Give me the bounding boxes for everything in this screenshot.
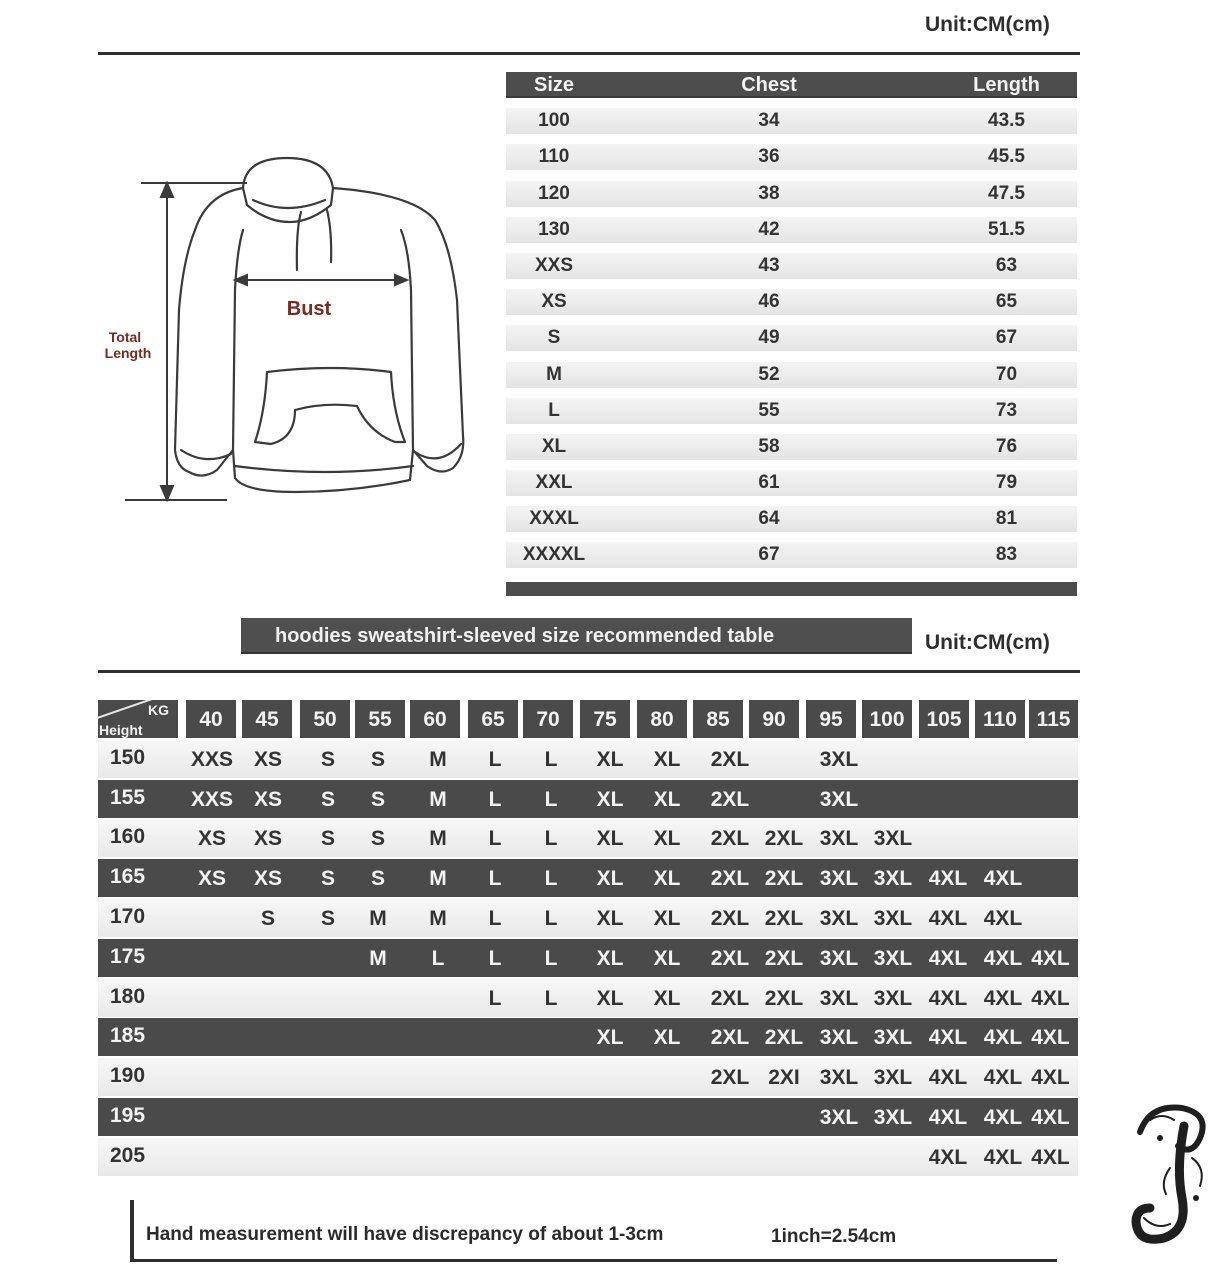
recommended-size-cell: XXS: [190, 747, 234, 771]
length-cell: 70: [995, 363, 1018, 385]
height-value: 190: [110, 1064, 146, 1088]
hoodie-outline-icon: [175, 158, 463, 492]
weight-header-cell: 105: [919, 700, 969, 738]
recommended-size-cell: 3XL: [819, 1066, 859, 1090]
size-chart-row: [506, 325, 1077, 351]
height-value: 165: [110, 865, 146, 889]
size-chart-row: [506, 289, 1077, 315]
length-cell: 76: [995, 435, 1018, 457]
size-chart-row: [506, 506, 1077, 532]
weight-header-cell: 115: [1029, 700, 1078, 738]
recommended-size-cell: 4XL: [983, 1105, 1023, 1129]
unit-label-top: Unit:CM(cm): [925, 13, 1050, 36]
recommended-size-cell: 4XL: [983, 986, 1023, 1010]
recommended-size-cell: 2XL: [764, 986, 804, 1010]
weight-header-cell: 100: [862, 700, 912, 738]
recommended-size-cell: XL: [653, 867, 681, 891]
size-recommend-grid: [98, 700, 1078, 1176]
recommended-size-cell: 4XL: [1031, 986, 1070, 1010]
recommended-size-cell: XL: [653, 1026, 681, 1050]
size-chart-row: [506, 362, 1077, 388]
recommended-size-cell: 4XL: [928, 986, 968, 1010]
weight-header-cell: 75: [580, 700, 630, 738]
recommended-size-cell: M: [429, 747, 447, 771]
chest-cell: 64: [758, 508, 780, 530]
length-cell: 65: [995, 291, 1018, 313]
size-chart-row: [506, 398, 1077, 424]
recommended-size-cell: XL: [596, 787, 624, 811]
recommended-size-cell: XS: [197, 867, 226, 891]
chest-cell: 55: [758, 399, 780, 421]
recommended-size-cell: XL: [653, 906, 681, 930]
kg-height-corner: [98, 700, 178, 738]
height-value: 155: [110, 785, 146, 809]
size-cell: XL: [541, 435, 567, 457]
size-chart-row: [506, 542, 1077, 568]
recommended-size-cell: 4XL: [928, 946, 968, 970]
weight-header-cell: 55: [355, 700, 405, 738]
weight-header-row: [98, 700, 1078, 738]
recommended-size-cell: L: [488, 827, 502, 851]
recommend-table-banner: hoodies sweatshirt-sleeved size recommended table: [241, 618, 912, 654]
recommended-size-cell: 3XL: [819, 1105, 859, 1129]
size-chart-header: [506, 72, 1077, 98]
size-cell: 130: [538, 218, 570, 240]
recommended-size-cell: 4XL: [983, 906, 1023, 930]
recommended-size-cell: XL: [596, 946, 624, 970]
height-label: Height: [99, 722, 143, 738]
recommended-size-cell: 3XL: [873, 946, 913, 970]
recommended-size-cell: XL: [596, 867, 624, 891]
recommended-size-cell: 4XL: [928, 906, 968, 930]
recommended-size-cell: L: [544, 747, 558, 771]
recommended-size-cell: 3XL: [873, 827, 913, 851]
recommended-size-cell: 3XL: [819, 867, 859, 891]
size-chart-row: [506, 434, 1077, 460]
recommended-size-cell: S: [260, 906, 275, 930]
height-value: 205: [110, 1143, 146, 1167]
recommended-size-cell: S: [320, 747, 335, 771]
weight-header-cell: 40: [186, 700, 236, 738]
recommended-size-cell: 2XL: [710, 747, 750, 771]
header-size: Size: [533, 73, 575, 96]
recommended-size-cell: 3XL: [819, 946, 859, 970]
recommended-size-cell: 3XL: [819, 827, 859, 851]
height-row: [98, 1138, 1078, 1176]
recommended-size-cell: 4XL: [1031, 946, 1070, 970]
recommended-size-cell: XXS: [190, 787, 234, 811]
size-chart-row: [506, 181, 1077, 207]
height-row: [98, 859, 1078, 897]
recommended-size-cell: 4XL: [983, 1026, 1023, 1050]
hoodie-diagram: [95, 150, 475, 510]
recommended-size-cell: XL: [653, 986, 681, 1010]
recommended-size-cell: 3XL: [873, 867, 913, 891]
inch-conversion-note: 1inch=2.54cm: [771, 1226, 897, 1247]
height-row: [98, 1098, 1078, 1136]
weight-header-cell: 90: [749, 700, 799, 738]
unit-label-bottom: Unit:CM(cm): [925, 631, 1050, 654]
recommended-size-cell: 2XL: [764, 867, 804, 891]
size-chart-row: [506, 144, 1077, 170]
length-cell: 51.5: [988, 218, 1025, 240]
chest-cell: 58: [758, 435, 780, 457]
size-chart-row: [506, 108, 1077, 134]
size-chart-table: [506, 72, 1077, 596]
recommended-size-cell: S: [320, 827, 335, 851]
recommended-size-cell: XL: [596, 906, 624, 930]
recommended-size-cell: 4XL: [1031, 1145, 1070, 1169]
height-row: [98, 740, 1078, 778]
recommended-size-cell: L: [544, 827, 558, 851]
height-row: [98, 1058, 1078, 1096]
recommended-size-cell: 3XL: [873, 986, 913, 1010]
recommended-size-cell: 2XL: [710, 867, 750, 891]
note-left-bar: [130, 1200, 134, 1262]
recommended-size-cell: XS: [253, 827, 282, 851]
bottom-divider: [98, 670, 1080, 673]
recommended-size-cell: 2XL: [764, 1026, 804, 1050]
recommended-size-cell: L: [544, 986, 558, 1010]
recommended-size-cell: XL: [653, 747, 681, 771]
chest-cell: 34: [758, 110, 780, 132]
recommended-size-cell: L: [544, 787, 558, 811]
recommended-size-cell: 2XL: [710, 946, 750, 970]
recommended-size-cell: 2XL: [710, 787, 750, 811]
length-cell: 79: [995, 472, 1018, 494]
recommended-size-cell: L: [488, 787, 502, 811]
height-value: 170: [110, 904, 146, 928]
recommended-size-cell: 3XL: [819, 986, 859, 1010]
chest-cell: 61: [758, 472, 780, 494]
size-cell: XS: [541, 291, 567, 313]
recommended-size-cell: 3XL: [819, 747, 859, 771]
recommended-size-cell: 4XL: [983, 867, 1023, 891]
recommended-size-cell: 4XL: [983, 1066, 1023, 1090]
height-value: 150: [110, 745, 146, 769]
recommended-size-cell: S: [370, 827, 385, 851]
discrepancy-note: Hand measurement will have discrepancy of about 1-3cm: [146, 1224, 664, 1245]
height-row: [98, 780, 1078, 818]
recommended-size-cell: S: [370, 867, 385, 891]
height-value: 195: [110, 1103, 146, 1127]
recommended-size-cell: 2XL: [710, 1066, 750, 1090]
recommended-size-cell: 4XL: [928, 1026, 968, 1050]
length-cell: 45.5: [988, 146, 1025, 168]
length-cell: 43.5: [988, 110, 1025, 132]
recommended-size-cell: XL: [596, 827, 624, 851]
length-cell: 73: [995, 399, 1018, 421]
recommended-size-cell: XS: [253, 867, 282, 891]
length-cell: 67: [995, 327, 1018, 349]
size-cell: 100: [538, 110, 570, 132]
length-cell: 63: [995, 254, 1018, 276]
recommended-size-cell: S: [320, 906, 335, 930]
total-length-label-line1: Total: [108, 329, 142, 345]
recommended-size-cell: XL: [596, 986, 624, 1010]
height-value: 180: [110, 984, 146, 1008]
ornate-letter-j-logo: [1130, 1098, 1217, 1248]
weight-header-cell: 70: [523, 700, 573, 738]
length-cell: 81: [995, 508, 1018, 530]
size-chart-row: [506, 253, 1077, 279]
recommended-size-cell: 2XL: [710, 1026, 750, 1050]
size-chart-footer-bar: [506, 582, 1077, 596]
chest-cell: 38: [758, 182, 780, 204]
recommended-size-cell: 2XL: [710, 986, 750, 1010]
recommended-size-cell: XL: [596, 1026, 624, 1050]
weight-header-cell: 60: [410, 700, 460, 738]
recommended-size-cell: M: [429, 906, 447, 930]
recommended-size-cell: XS: [197, 827, 226, 851]
recommended-size-cell: 3XL: [873, 906, 913, 930]
top-divider: [98, 52, 1080, 55]
recommended-size-cell: XL: [596, 747, 624, 771]
total-length-label-line2: Length: [104, 345, 152, 361]
recommended-size-cell: 3XL: [819, 787, 859, 811]
recommended-size-cell: 4XL: [928, 1066, 968, 1090]
recommended-size-cell: M: [369, 906, 387, 930]
height-row: [98, 939, 1078, 977]
recommended-size-cell: L: [488, 867, 502, 891]
height-row: [98, 899, 1078, 937]
size-cell: S: [547, 327, 561, 349]
header-length: Length: [973, 73, 1040, 96]
recommended-size-cell: XS: [253, 787, 282, 811]
weight-header-cell: 50: [300, 700, 350, 738]
height-row: [98, 1018, 1078, 1056]
size-cell: 120: [538, 182, 570, 204]
recommended-size-cell: L: [488, 906, 502, 930]
height-value: 160: [110, 825, 146, 849]
header-chest: Chest: [741, 73, 797, 96]
recommended-size-cell: L: [488, 747, 502, 771]
chest-cell: 36: [758, 146, 780, 168]
size-cell: XXXL: [529, 508, 579, 530]
recommended-size-cell: L: [431, 946, 445, 970]
recommended-size-cell: S: [320, 787, 335, 811]
chest-cell: 46: [758, 291, 780, 313]
recommended-size-cell: 4XL: [1031, 1105, 1070, 1129]
height-value: 175: [110, 944, 146, 968]
length-cell: 83: [995, 544, 1018, 566]
recommended-size-cell: 4XL: [983, 946, 1023, 970]
recommended-size-cell: 2XL: [764, 946, 804, 970]
size-chart-row: [506, 470, 1077, 496]
recommended-size-cell: 4XL: [928, 1105, 968, 1129]
recommended-size-cell: 3XL: [819, 906, 859, 930]
height-row: [98, 819, 1078, 857]
weight-header-cell: 85: [693, 700, 743, 738]
size-chart-row: [506, 217, 1077, 243]
recommended-size-cell: 4XL: [1031, 1066, 1070, 1090]
recommended-size-cell: S: [370, 787, 385, 811]
recommended-size-cell: S: [320, 867, 335, 891]
size-cell: 110: [538, 146, 570, 168]
weight-header-cell: 45: [242, 700, 292, 738]
size-cell: L: [548, 399, 560, 421]
recommended-size-cell: M: [369, 946, 387, 970]
recommended-size-cell: M: [429, 867, 447, 891]
recommended-size-cell: XL: [653, 787, 681, 811]
chest-cell: 52: [758, 363, 780, 385]
height-row: [98, 979, 1078, 1017]
weight-header-cell: 80: [637, 700, 687, 738]
recommended-size-cell: 4XL: [983, 1145, 1023, 1169]
recommended-size-cell: 3XL: [873, 1066, 913, 1090]
size-cell: XXS: [534, 254, 574, 276]
kg-label: KG: [148, 702, 169, 718]
recommended-size-cell: L: [544, 867, 558, 891]
size-cell: M: [546, 363, 562, 385]
recommended-size-cell: 4XL: [928, 867, 968, 891]
chest-cell: 42: [758, 218, 780, 240]
recommended-size-cell: L: [544, 946, 558, 970]
recommended-size-cell: 2XL: [764, 906, 804, 930]
recommended-size-cell: 2XI: [768, 1066, 800, 1090]
height-value: 185: [110, 1024, 146, 1048]
recommended-size-cell: 2XL: [764, 827, 804, 851]
recommended-size-cell: M: [429, 787, 447, 811]
weight-header-cell: 65: [468, 700, 518, 738]
recommended-size-cell: 3XL: [873, 1026, 913, 1050]
chest-cell: 67: [758, 544, 780, 566]
recommended-size-cell: 2XL: [710, 906, 750, 930]
recommended-size-cell: 3XL: [819, 1026, 859, 1050]
recommended-size-cell: L: [488, 946, 502, 970]
recommended-size-cell: XS: [253, 747, 282, 771]
size-cell: XXXXL: [522, 544, 586, 566]
weight-header-cell: 95: [806, 700, 856, 738]
weight-header-cell: 110: [975, 700, 1025, 738]
recommended-size-cell: L: [544, 906, 558, 930]
recommended-size-cell: 3XL: [873, 1105, 913, 1129]
recommended-size-cell: M: [429, 827, 447, 851]
recommended-size-cell: XL: [653, 827, 681, 851]
recommended-size-cell: 4XL: [928, 1145, 968, 1169]
note-bottom-rule: [133, 1259, 1057, 1262]
length-cell: 47.5: [988, 182, 1025, 204]
recommended-size-cell: 2XL: [710, 827, 750, 851]
chest-cell: 43: [758, 254, 780, 276]
recommended-size-cell: 4XL: [1031, 1026, 1070, 1050]
recommended-size-cell: L: [488, 986, 502, 1010]
bust-label: Bust: [286, 298, 332, 320]
recommended-size-cell: XL: [653, 946, 681, 970]
size-cell: XXL: [535, 472, 573, 494]
recommended-size-cell: S: [370, 747, 385, 771]
chest-cell: 49: [758, 327, 780, 349]
